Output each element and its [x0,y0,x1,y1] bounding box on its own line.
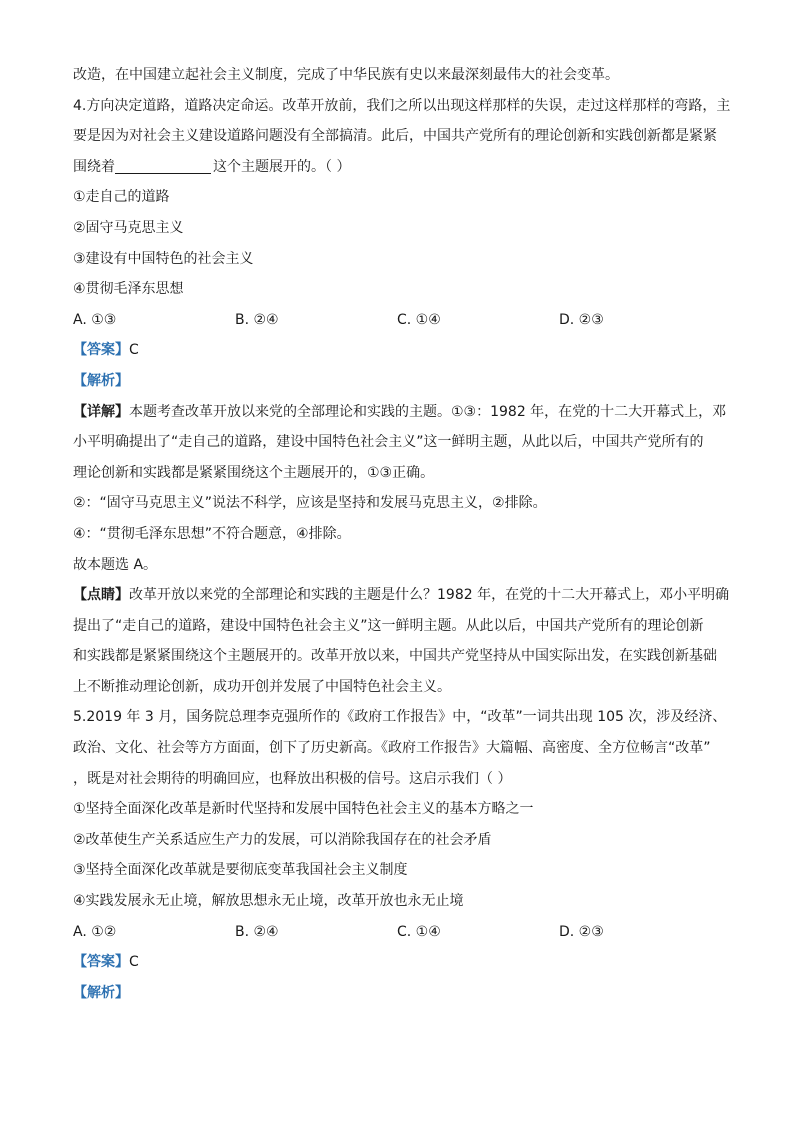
question-4-conclusion: 故本题选 A。 [73,556,158,573]
question-4-option-1: ①走自己的道路 [73,189,170,206]
analysis-tag: 【解析】 [73,984,129,1001]
question-4-stem-line-3 [73,152,723,183]
question-5-stem-line-1: 5.2019 年 3 月，国务院总理李克强所作的《政府工作报告》中，“改革”一词共出现 105 次，涉及经济、 [73,709,727,726]
question-4-detail-line-3: 理论创新和实践都是紧紧围绕这个主题展开的，①③正确。 [73,464,435,481]
question-5-option-1: ①坚持全面深化改革是新时代坚持和发展中国特色社会主义的基本方略之一 [73,801,534,818]
choice-c: C. ①④ [397,311,441,328]
answer-tag: 【答案】 [73,342,129,359]
question-5-choices [73,917,723,948]
choice-d: D. ②③ [559,311,604,328]
choice-a: A. ①③ [73,311,117,328]
question-5-analysis-heading [73,978,723,1009]
question-4-stem-line-1: 4.方向决定道路，道路决定命运。改革开放前，我们之所以出现这样那样的失误，走过这样那样的弯路，主 [73,97,731,114]
choice-a: A. ①② [73,923,117,940]
fill-in-blank [115,157,211,174]
answer-value: C [129,342,139,359]
question-4-stem-line-2: 要是因为对社会主义建设道路问题没有全部搞清。此后，中国共产党所有的理论创新和实践创新都是紧紧 [73,128,717,145]
question-4-point-line-1 [73,580,730,611]
question-5-option-2: ②改革使生产关系适应生产力的发展，可以消除我国存在的社会矛盾 [73,831,492,848]
question-4-analysis-heading [73,366,723,397]
question-4 [73,91,731,703]
question-4-detail-line-4: ②：“固守马克思主义”说法不科学，应该是坚持和发展马克思主义，②排除。 [73,495,547,512]
answer-value: C [129,954,139,971]
intro-text: 改造，在中国建立起社会主义制度，完成了中华民族有史以来最深刻最伟大的社会变革。 [73,67,619,83]
choice-c: C. ①④ [397,923,441,940]
question-5-stem-line-3: ，既是对社会期待的明确回应，也释放出积极的信号。这启示我们（ ） [73,770,512,787]
question-4-answer [73,335,723,366]
analysis-tag: 【解析】 [73,372,129,389]
point-text: 改革开放以来党的全部理论和实践的主题是什么？1982 年，在党的十二大开幕式上，邓小平明确 [129,587,730,604]
document-page [73,60,731,1008]
question-4-point-line-2: 提出了“走自己的道路，建设中国特色社会主义”这一鲜明主题。从此以后，中国共产党所有的理论创新 [73,617,704,634]
detail-tag: 【详解】 [73,403,129,420]
question-5 [73,702,727,1008]
question-5-answer [73,947,723,978]
question-5-stem-line-2: 政治、文化、社会等方方面面，创下了历史新高。《政府工作报告》大篇幅、高密度、全方位畅言“改革” [73,740,711,757]
question-4-detail-line-2: 小平明确提出了“走自己的道路，建设中国特色社会主义”这一鲜明主题，从此以后，中国共产党所有的 [73,434,704,451]
answer-tag: 【答案】 [73,954,129,971]
question-4-point-line-3: 和实践都是紧紧围绕这个主题展开的。改革开放以来，中国共产党坚持从中国实际出发，在实践创新基础 [73,648,717,665]
question-4-option-4: ④贯彻毛泽东思想 [73,281,184,298]
choice-b: B. ②④ [235,311,279,328]
detail-text: 本题考查改革开放以来党的全部理论和实践的主题。①③：1982 年，在党的十二大开幕式上，邓 [129,403,727,420]
question-5-option-4: ④实践发展永无止境，解放思想永无止境，改革开放也永无止境 [73,893,464,910]
question-4-choices [73,305,723,336]
question-4-stem-prefix: 围绕着 [73,158,115,175]
question-4-detail-line-5: ④：“贯彻毛泽东思想”不符合题意，④排除。 [73,525,351,542]
question-4-option-2: ②固守马克思主义 [73,219,184,236]
point-tag: 【点睛】 [73,587,129,604]
question-5-option-3: ③坚持全面深化改革就是要彻底变革我国社会主义制度 [73,862,408,879]
question-4-option-3: ③建设有中国特色的社会主义 [73,250,254,267]
choice-d: D. ②③ [559,923,604,940]
choice-b: B. ②④ [235,923,279,940]
question-4-detail-line-1 [73,397,727,428]
question-4-point-line-4: 上不断推动理论创新，成功开创并发展了中国特色社会主义。 [73,678,451,695]
question-4-stem-suffix: 这个主题展开的。（ ） [213,158,351,175]
